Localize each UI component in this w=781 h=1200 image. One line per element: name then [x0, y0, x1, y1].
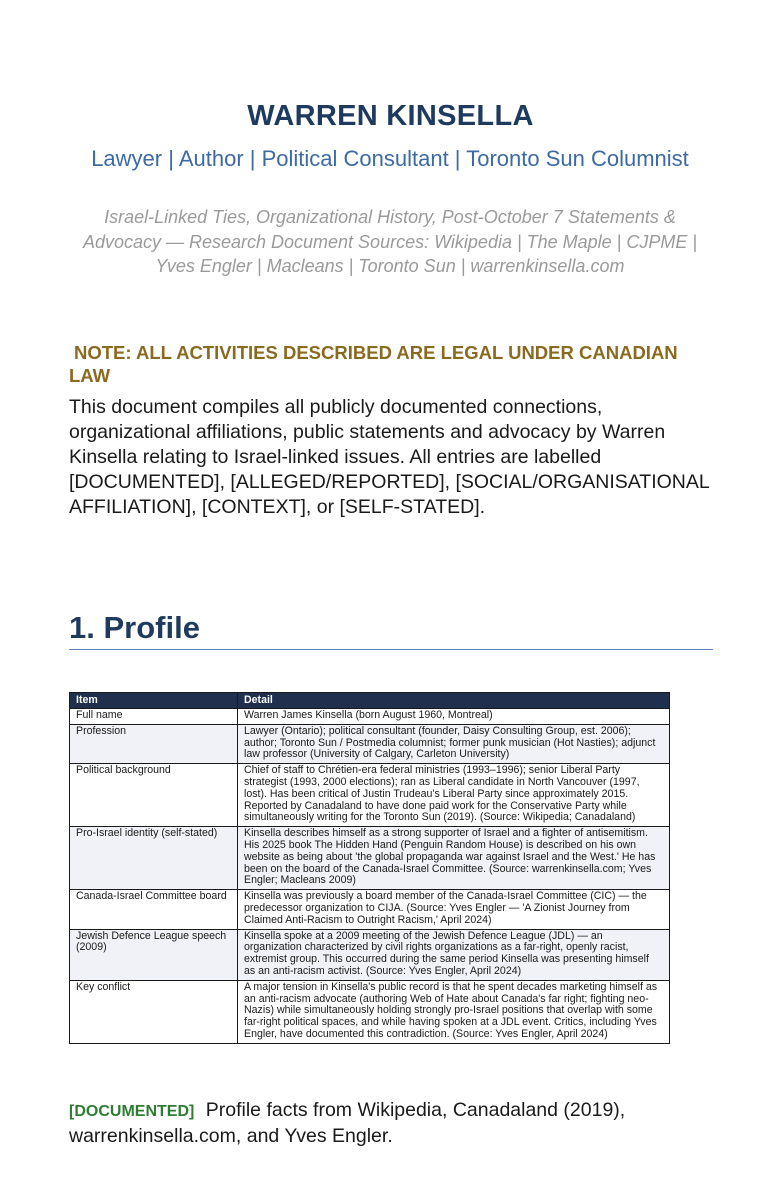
documented-text: Profile facts from Wikipedia, Canadaland (2019), warrenkinsella.com, and Yves Engler. — [69, 1099, 626, 1147]
table-row — [70, 709, 670, 725]
table-row — [70, 827, 670, 890]
row-item: Jewish Defence League speech (2009) — [70, 929, 238, 980]
column-header-item: Item — [70, 693, 238, 709]
row-detail: Kinsella was previously a board member of the Canada-Israel Committee (CIC) — the predecessor organization to CIJA. (Source: Yves Engler — 'A Zionist Journey from Claimed Anti-Racism to Outright Racism,' April 2024) — [238, 890, 670, 929]
row-item: Political background — [70, 764, 238, 827]
row-item: Pro-Israel identity (self-stated) — [70, 827, 238, 890]
row-detail: Kinsella describes himself as a strong supporter of Israel and a fighter of antisemitism. His 2025 book The Hidden Hand (Penguin Random House) is described on his own website as being about 'the global propaganda war against Israel and the West.' He has been on the board of the Canada-Israel Committee. (Source: warrenkinsella.com; Yves Engler; Macleans 2009) — [238, 827, 670, 890]
row-detail: Kinsella spoke at a 2009 meeting of the Jewish Defence League (JDL) — an organization characterized by civil rights organizations as a far-right, openly racist, extremist group. This occurred during the same period Kinsella was presenting himself as an anti-racism activist. (Source: Yves Engler, April 2024) — [238, 929, 670, 980]
document-subtitle: Lawyer | Author | Political Consultant | Toronto Sun Columnist — [91, 146, 689, 171]
row-item: Full name — [70, 709, 238, 725]
table-row — [70, 724, 670, 763]
row-detail: Warren James Kinsella (born August 1960, Montreal) — [238, 709, 670, 725]
table-row — [70, 890, 670, 929]
table-row — [70, 929, 670, 980]
row-item: Key conflict — [70, 980, 238, 1043]
table-row — [70, 764, 670, 827]
table-header-row — [70, 693, 670, 709]
column-header-detail: Detail — [238, 693, 670, 709]
table-row — [70, 980, 670, 1043]
document-title: WARREN KINSELLA — [247, 100, 534, 132]
section-divider — [69, 649, 713, 650]
legal-note-title: NOTE: ALL ACTIVITIES DESCRIBED ARE LEGAL UNDER CANADIAN LAW — [69, 342, 678, 386]
row-detail: Chief of staff to Chrétien-era federal ministries (1993–1996); senior Liberal Party strategist (1993, 2000 elections); ran as Liberal candidate in North Vancouver (1997, lost). Has been critical of Justin Trudeau's Liberal Party since approximately 2015. Reported by Canadaland to have done paid work for the Conservative Party while simultaneously writing for the Toronto Sun (2019). (Source: Wikipedia; Canadaland) — [238, 764, 670, 827]
document-meta: Israel-Linked Ties, Organizational History, Post-October 7 Statements & Advocacy — Research Document Sources: Wikipedia | The Maple | CJPME | Yves Engler | Macleans | Toronto Sun | warrenkinsella.com — [82, 207, 698, 276]
intro-paragraph: This document compiles all publicly documented connections, organizational affiliations, public statements and advocacy by Warren Kinsella relating to Israel-linked issues. All entries are labelled [DOCUMENTED], [ALLEGED/REPORTED], [SOCIAL/ORGANISATIONAL AFFILIATION], [CONTEXT], or [SELF-STATED]. — [69, 396, 710, 518]
row-item: Canada-Israel Committee board — [70, 890, 238, 929]
documented-tag: [DOCUMENTED] — [69, 1103, 195, 1120]
documented-note — [69, 1098, 719, 1149]
row-detail: Lawyer (Ontario); political consultant (founder, Daisy Consulting Group, est. 2006); author; Toronto Sun / Postmedia columnist; former punk musician (Hot Nasties); adjunct law professor (University of Calgary, Carleton University) — [238, 724, 670, 763]
profile-table — [69, 692, 670, 1044]
section-heading-profile: 1. Profile — [69, 610, 200, 645]
row-item: Profession — [70, 724, 238, 763]
row-detail: A major tension in Kinsella's public record is that he spent decades marketing himself as an anti-racism advocate (authoring Web of Hate about Canada's far right; fighting neo-Nazis) while simultaneously holding strongly pro-Israel positions that overlap with some far-right political spaces, and while having spoken at a JDL event. Critics, including Yves Engler, have documented this contradiction. (Source: Yves Engler, April 2024) — [238, 980, 670, 1043]
